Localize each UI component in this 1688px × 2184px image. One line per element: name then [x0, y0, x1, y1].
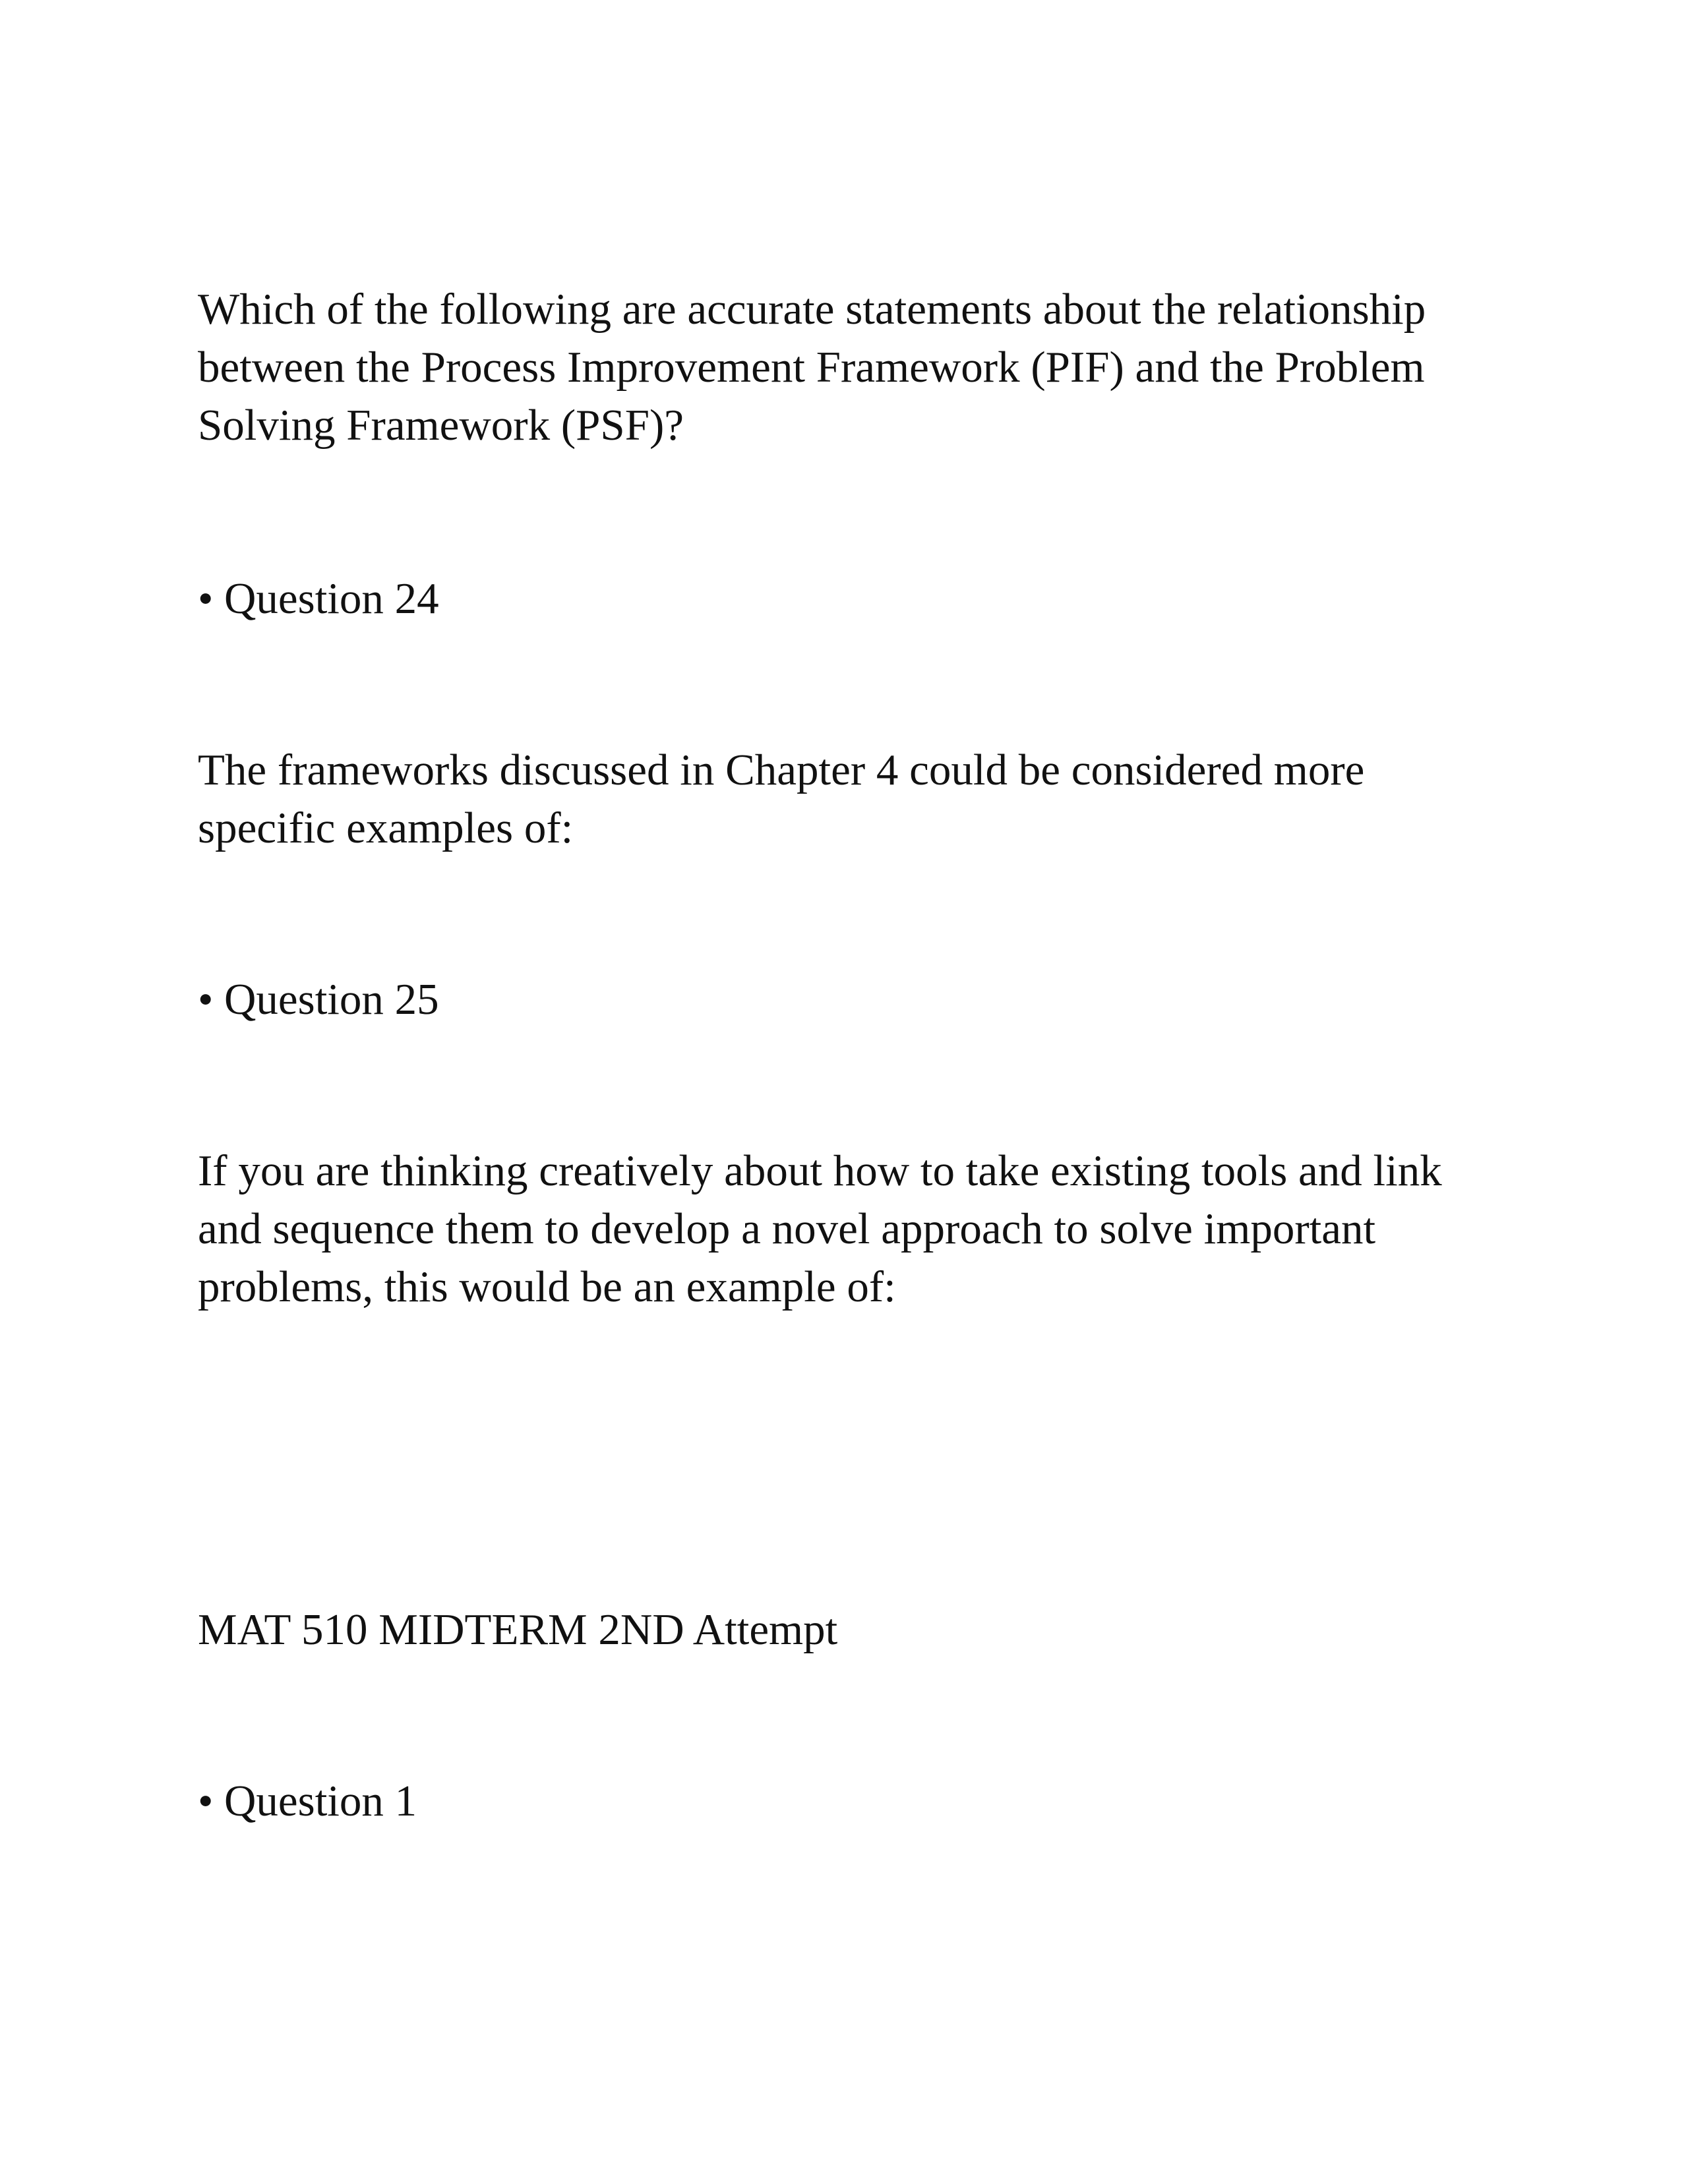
question-heading-25 [198, 970, 1517, 1028]
bullet-icon: • [198, 975, 214, 1024]
text-line: The frameworks discussed in Chapter 4 could be considered more [198, 746, 1365, 794]
question-text-pif-psf [198, 280, 1517, 454]
text-line: Which of the following are accurate statements about the relationship [198, 285, 1426, 334]
question-label: Question 1 [224, 1777, 417, 1825]
text-line: problems, this would be an example of: [198, 1262, 896, 1311]
bullet-icon: • [198, 574, 214, 623]
question-label: Question 25 [224, 975, 439, 1024]
bullet-icon: • [198, 1777, 214, 1825]
text-line: If you are thinking creatively about how to take existing tools and link [198, 1146, 1442, 1195]
text-line: Solving Framework (PSF)? [198, 401, 684, 450]
question-text-frameworks [198, 741, 1517, 857]
question-label: Question 24 [224, 574, 439, 623]
question-text-creative [198, 1142, 1517, 1316]
section-title: MAT 510 MIDTERM 2ND Attempt [198, 1605, 838, 1654]
text-line: between the Process Improvement Framework (PIF) and the Problem [198, 343, 1425, 392]
question-heading-1 [198, 1772, 1517, 1830]
question-heading-24 [198, 570, 1517, 628]
text-line: and sequence them to develop a novel approach to solve important [198, 1204, 1376, 1253]
text-line: specific examples of: [198, 804, 574, 852]
